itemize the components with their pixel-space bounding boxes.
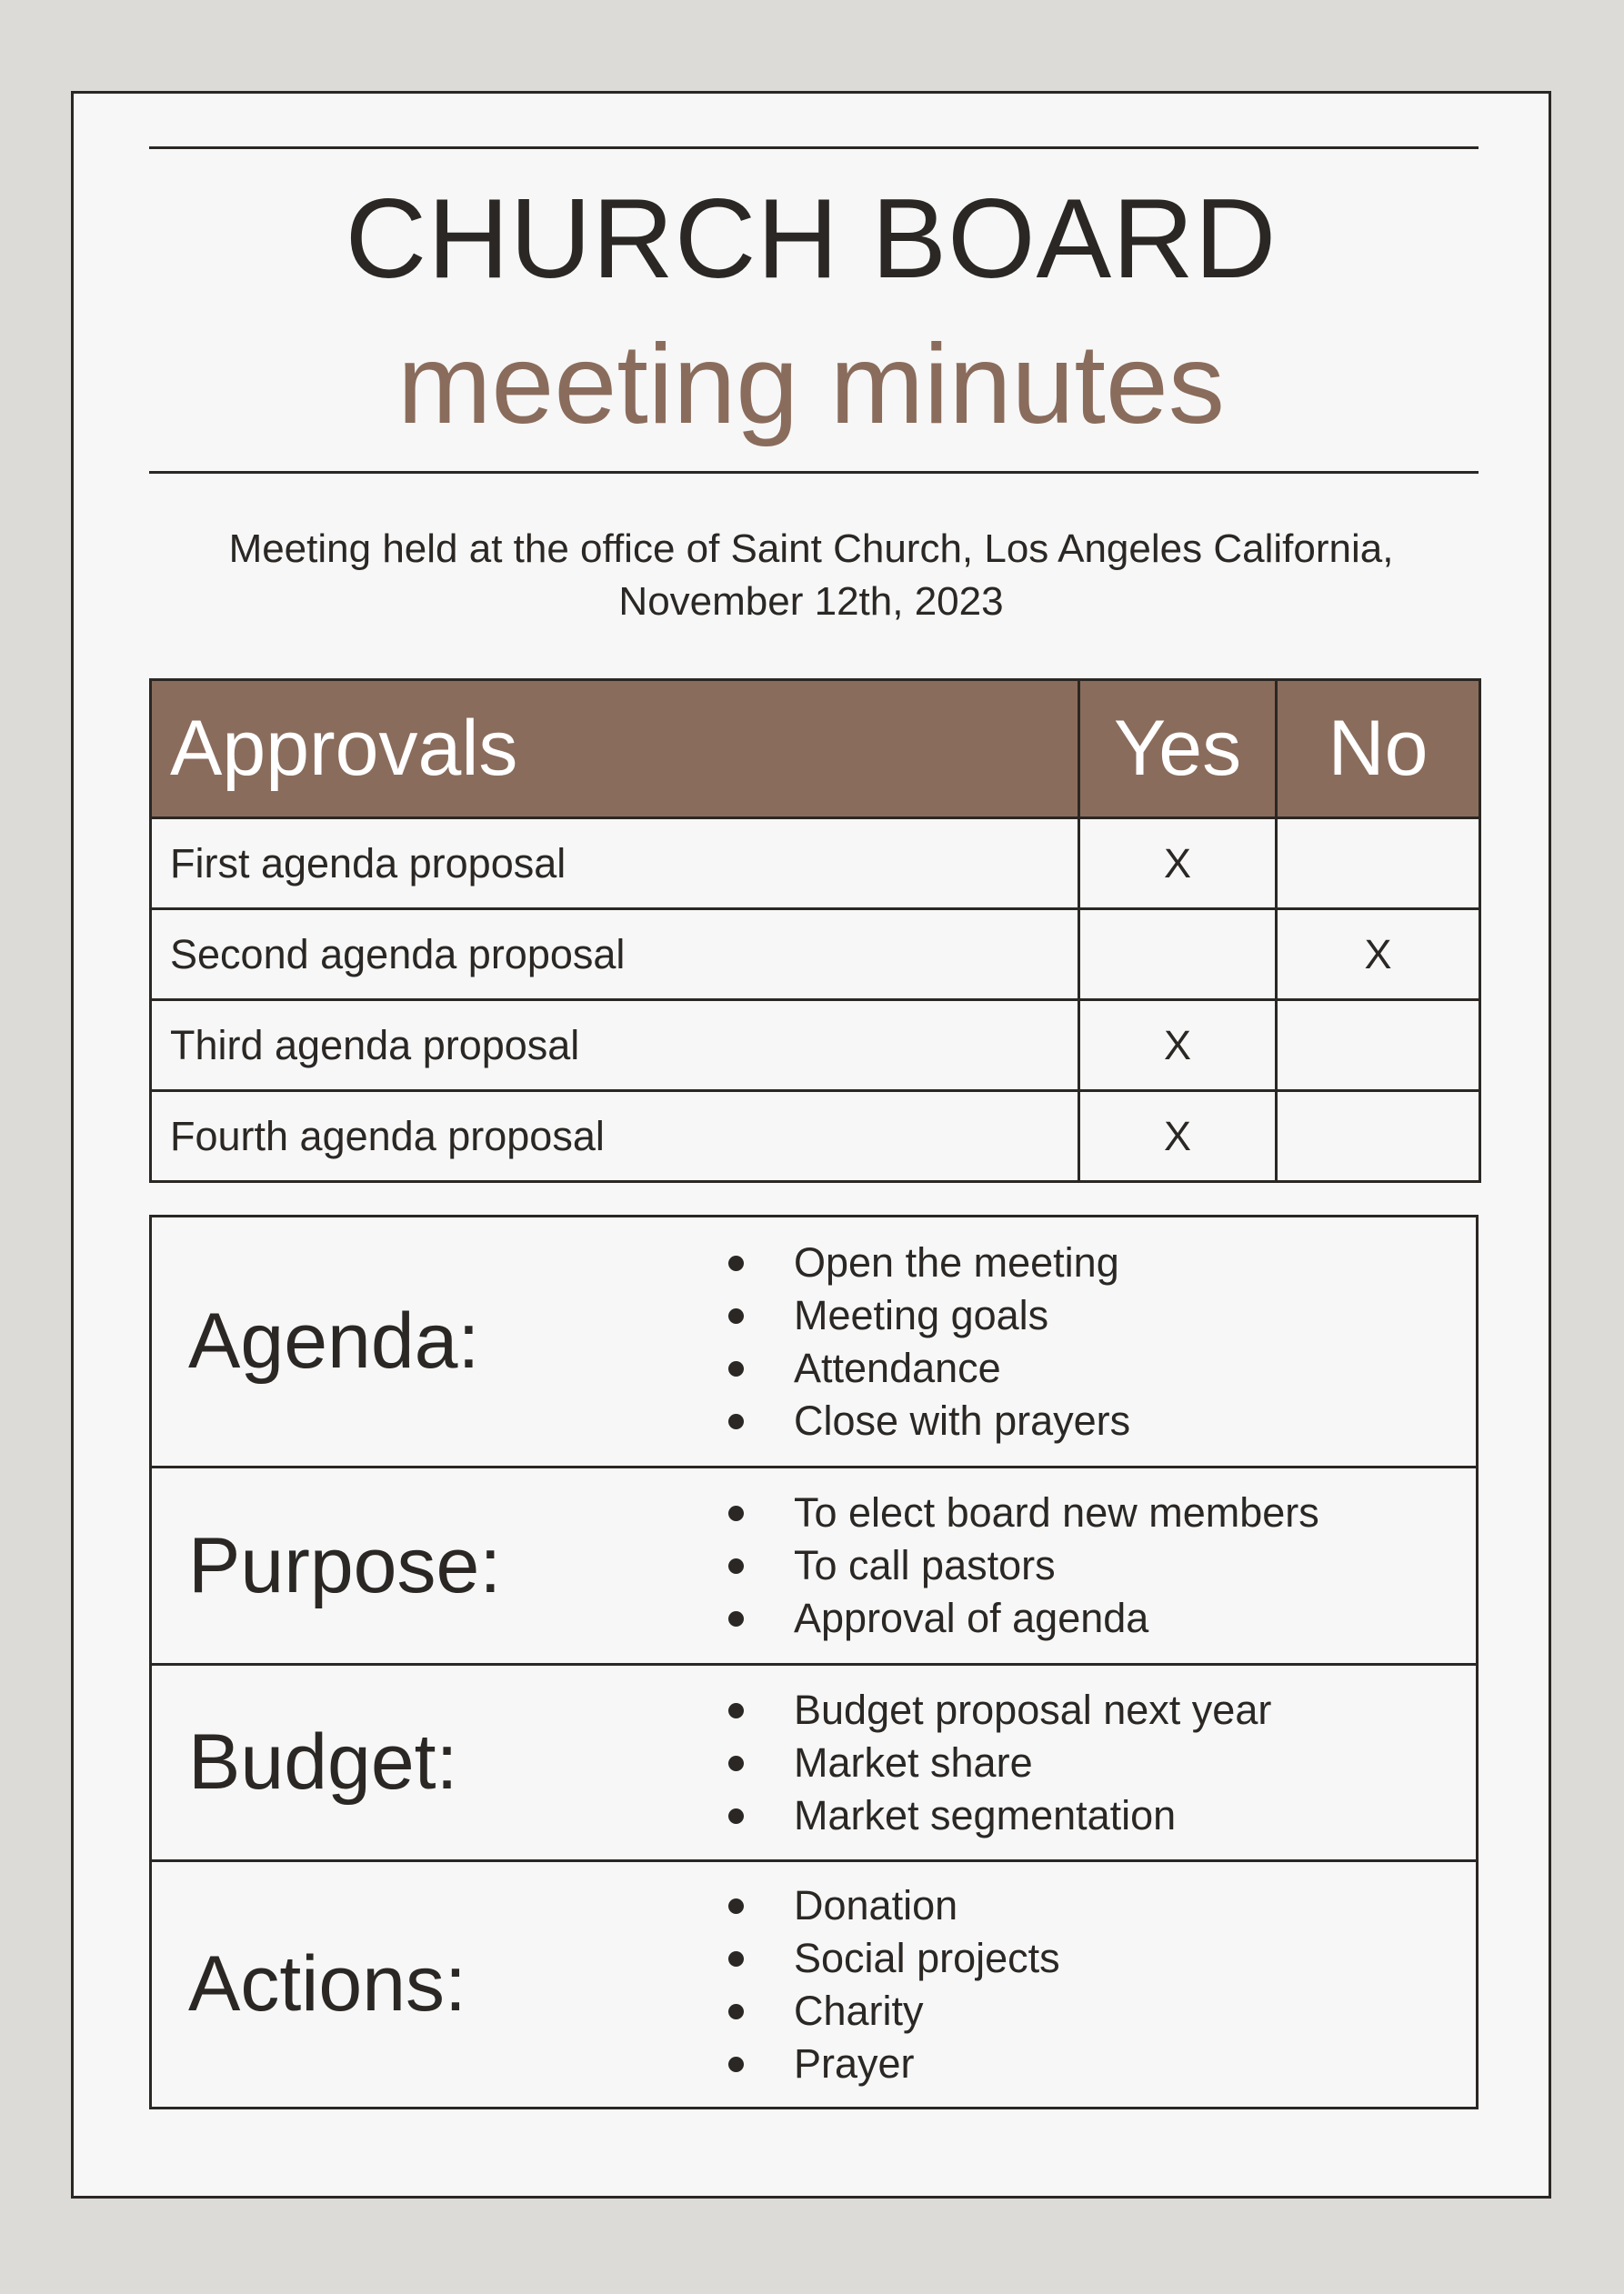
approval-label: Second agenda proposal [151,909,1079,1000]
bullet-icon [728,1808,744,1824]
details-table [149,1215,1479,2109]
list-item-text: Meeting goals [794,1291,1049,1338]
list-item-text: Attendance [794,1344,1001,1391]
approvals-table [149,678,1481,1183]
list-item-text: Market share [794,1738,1033,1786]
bullet-icon [728,1703,744,1718]
list-item [707,1395,1130,1448]
list-item [707,1289,1130,1342]
agenda-label: Agenda: [188,1297,480,1385]
list-item [707,1592,1319,1645]
list-item-text: Social projects [794,1934,1060,1981]
approval-row [151,1091,1480,1182]
budget-label: Budget: [188,1718,458,1806]
list-item-text: Approval of agenda [794,1595,1149,1641]
meeting-date: November 12th, 2023 [618,579,1004,624]
bullet-icon [728,1506,744,1521]
actions-label: Actions: [188,1940,466,2028]
approvals-header: Approvals [151,680,1079,818]
page-subtitle: meeting minutes [397,322,1225,447]
yes-mark: X [1079,1000,1277,1091]
approval-label: Third agenda proposal [151,1000,1079,1091]
bullet-icon [728,2004,744,2019]
purpose-list [707,1487,1319,1645]
actions-list [707,1879,1060,2090]
budget-list [707,1684,1271,1842]
meeting-location: Meeting held at the office of Saint Church, Los Angeles California, [228,526,1394,571]
list-item [707,1539,1319,1592]
list-item [707,1237,1130,1289]
header-bottom-rule [149,471,1479,474]
list-item-text: Prayer [794,2039,915,2087]
list-item-text: To call pastors [794,1542,1056,1588]
top-rule [149,146,1479,149]
agenda-list [707,1237,1130,1448]
list-item-text: Donation [794,1881,958,1928]
bullet-icon [728,1414,744,1429]
list-item [707,1879,1060,1932]
bullet-icon [728,1898,744,1914]
approval-row [151,818,1480,909]
list-item [707,1684,1271,1737]
list-item-text: Budget proposal next year [794,1686,1272,1733]
list-item-text: Close with prayers [794,1397,1131,1444]
list-item [707,2038,1060,2090]
list-item-text: Market segmentation [794,1791,1177,1838]
list-item [707,1932,1060,1985]
approval-row [151,1000,1480,1091]
approval-row [151,909,1480,1000]
yes-mark: X [1079,1091,1277,1182]
bullet-icon [728,1611,744,1627]
no-mark: X [1277,909,1480,1000]
page-title: CHURCH BOARD [345,176,1278,302]
approval-label: First agenda proposal [151,818,1079,909]
bullet-icon [728,1256,744,1271]
bullet-icon [728,1361,744,1377]
minutes-page [71,91,1551,2199]
bullet-icon [728,2057,744,2072]
no-header: No [1277,680,1480,818]
yes-mark: X [1079,818,1277,909]
agenda-row [152,1217,1476,1466]
list-item-text: To elect board new members [794,1489,1319,1536]
bullet-icon [728,1308,744,1324]
bullet-icon [728,1756,744,1771]
list-item [707,1789,1271,1842]
approval-label: Fourth agenda proposal [151,1091,1079,1182]
bullet-icon [728,1951,744,1967]
list-item [707,1985,1060,2038]
no-mark [1277,1000,1480,1091]
no-mark [1277,1091,1480,1182]
list-item [707,1487,1319,1539]
bullet-icon [728,1558,744,1574]
list-item [707,1342,1130,1395]
actions-row [152,1859,1476,2107]
approvals-header-row [151,680,1480,818]
meeting-info [74,523,1549,628]
no-mark [1277,818,1480,909]
yes-header: Yes [1079,680,1277,818]
yes-mark [1079,909,1277,1000]
purpose-label: Purpose: [188,1521,502,1609]
list-item [707,1737,1271,1789]
purpose-row [152,1466,1476,1663]
budget-row [152,1663,1476,1859]
list-item-text: Open the meeting [794,1238,1119,1286]
list-item-text: Charity [794,1987,924,2034]
